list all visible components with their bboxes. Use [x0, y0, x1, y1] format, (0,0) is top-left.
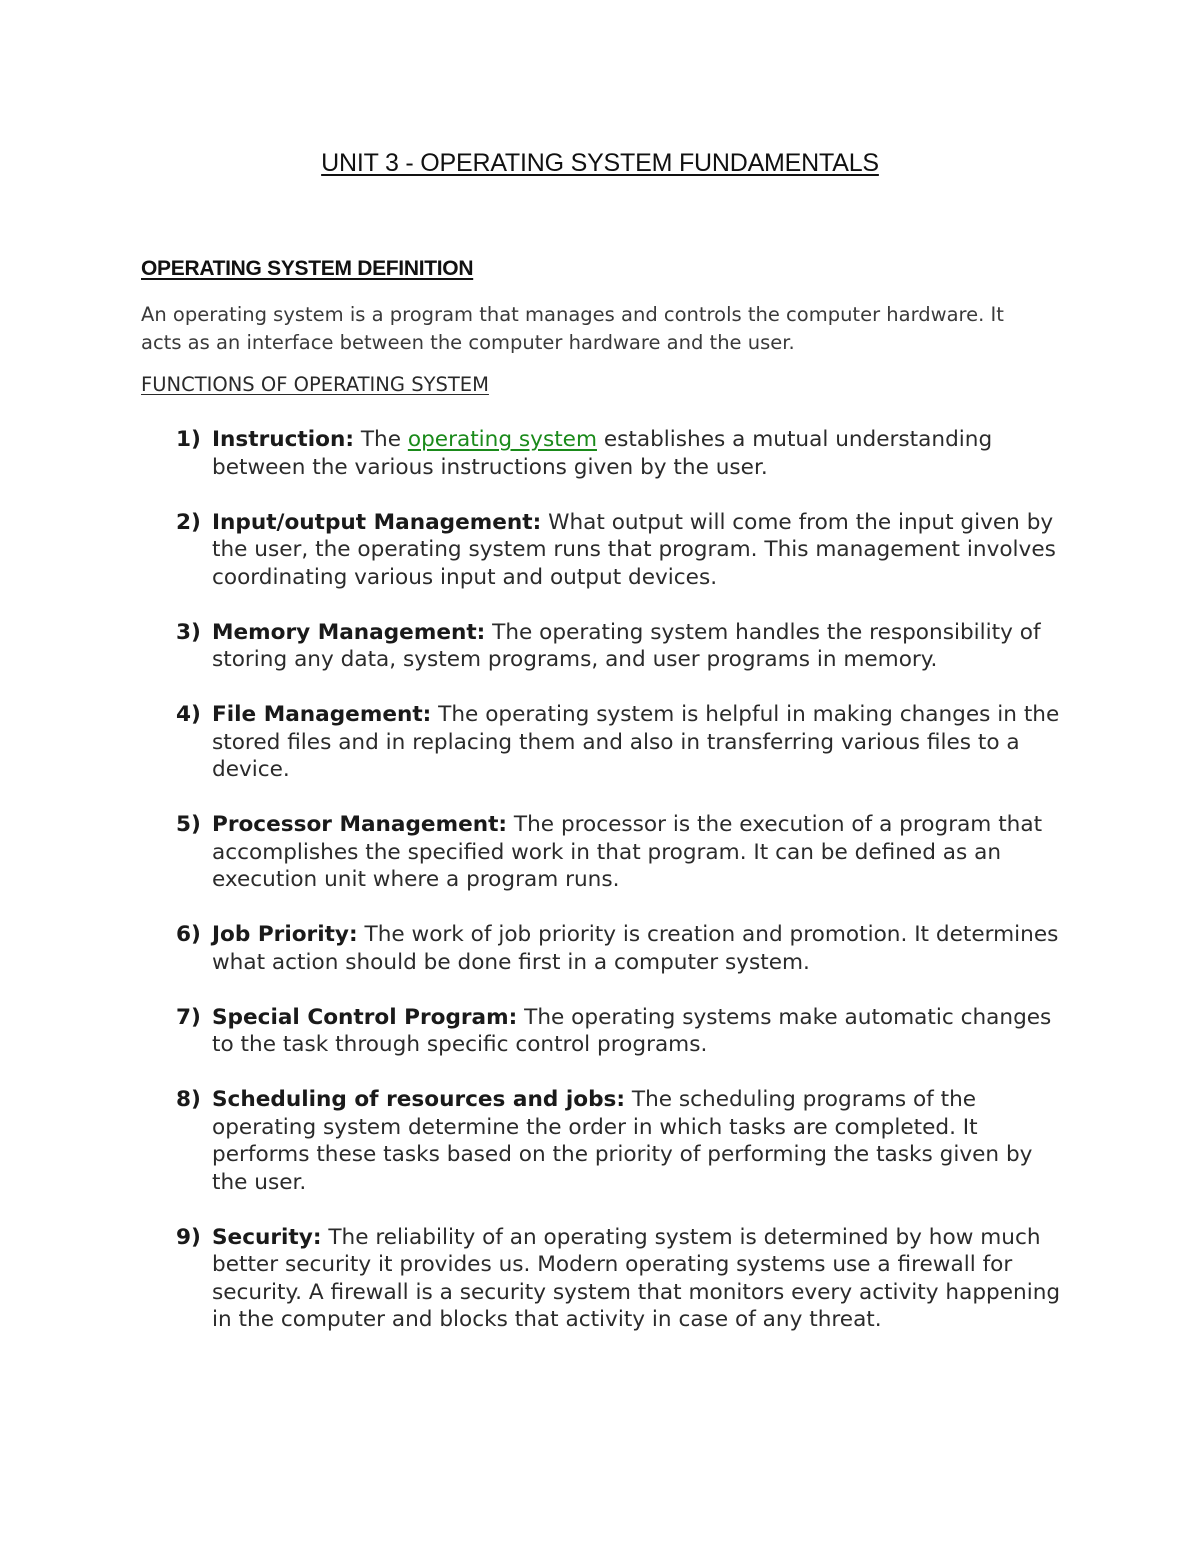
list-item-text: The	[353, 427, 408, 452]
list-item-text: The operating system handles the responsibility of storing any data, system programs, and user programs in memory.	[212, 619, 1041, 672]
list-item-text: The processor is the execution of a program that accomplishes the specified work in that program. It can be defined as an execution unit where a program runs.	[212, 812, 1043, 892]
list-item	[0, 921, 1062, 976]
list-item-number: 7)	[176, 1004, 201, 1030]
list-item-number: 8)	[176, 1087, 201, 1112]
list-item-term: Scheduling of resources and jobs:	[212, 1087, 626, 1112]
list-item	[0, 509, 1062, 592]
list-item-text: What output will come from the input given by the user, the operating system runs that program. This management involves coordinating various input and output devices.	[212, 509, 1056, 590]
list-item	[0, 1004, 1062, 1059]
list-item-text: The reliability of an operating system is determined by how much better security it provides us. Modern operating systems use a firewall for security. A firewall is a security system that monitors every activity happening in the computer and blocks that activity in case of any threat.	[212, 1224, 1061, 1332]
list-item	[0, 701, 1062, 784]
list-item	[0, 619, 1062, 674]
list-item-term: Security:	[212, 1224, 322, 1250]
list-item-number: 5)	[176, 812, 201, 837]
list-item-term: File Management:	[212, 702, 432, 727]
list-item-text: The operating system is helpful in making changes in the stored files and in replacing them and also in transferring various files to a device.	[212, 702, 1060, 782]
list-item	[0, 1086, 1062, 1196]
list-item-term: Special Control Program:	[212, 1004, 518, 1030]
list-item-number: 3)	[176, 619, 201, 645]
list-item-text: The work of job priority is creation and promotion. It determines what action should be done first in a computer system.	[212, 922, 1059, 975]
list-item	[0, 1224, 1062, 1334]
functions-heading: FUNCTIONS OF OPERATING SYSTEM	[141, 373, 489, 396]
list-item-number: 6)	[176, 922, 201, 947]
operating-system-link[interactable]: operating system	[407, 427, 597, 452]
list-item-term: Memory Management:	[212, 619, 486, 645]
definition-heading: OPERATING SYSTEM DEFINITION	[141, 257, 474, 280]
list-item-number: 4)	[176, 702, 201, 727]
list-item	[0, 426, 1062, 481]
list-item-number: 1)	[176, 427, 201, 452]
list-item-text: establishes a mutual understanding between the various instructions given by the user.	[212, 427, 993, 480]
functions-list	[0, 426, 1200, 1361]
list-item-term: Processor Management:	[212, 812, 508, 837]
list-item-text: The scheduling programs of the operating system determine the order in which tasks are completed. It performs these tasks based on the priority of performing the tasks given by the user.	[212, 1087, 1033, 1195]
document-title: UNIT 3 - OPERATING SYSTEM FUNDAMENTALS	[321, 149, 879, 177]
list-item-number: 9)	[176, 1224, 201, 1250]
list-item-term: Instruction:	[212, 427, 354, 452]
list-item-term: Input/output Management:	[212, 509, 542, 535]
list-item-term: Job Priority:	[212, 922, 358, 947]
list-item-number: 2)	[176, 509, 201, 535]
definition-paragraph: An operating system is a program that manages and controls the computer hardware. It acts as an interface between the computer hardware and the user.	[141, 303, 1004, 354]
list-item	[0, 811, 1062, 894]
list-item-text: The operating systems make automatic changes to the task through specific control programs.	[212, 1004, 1052, 1057]
